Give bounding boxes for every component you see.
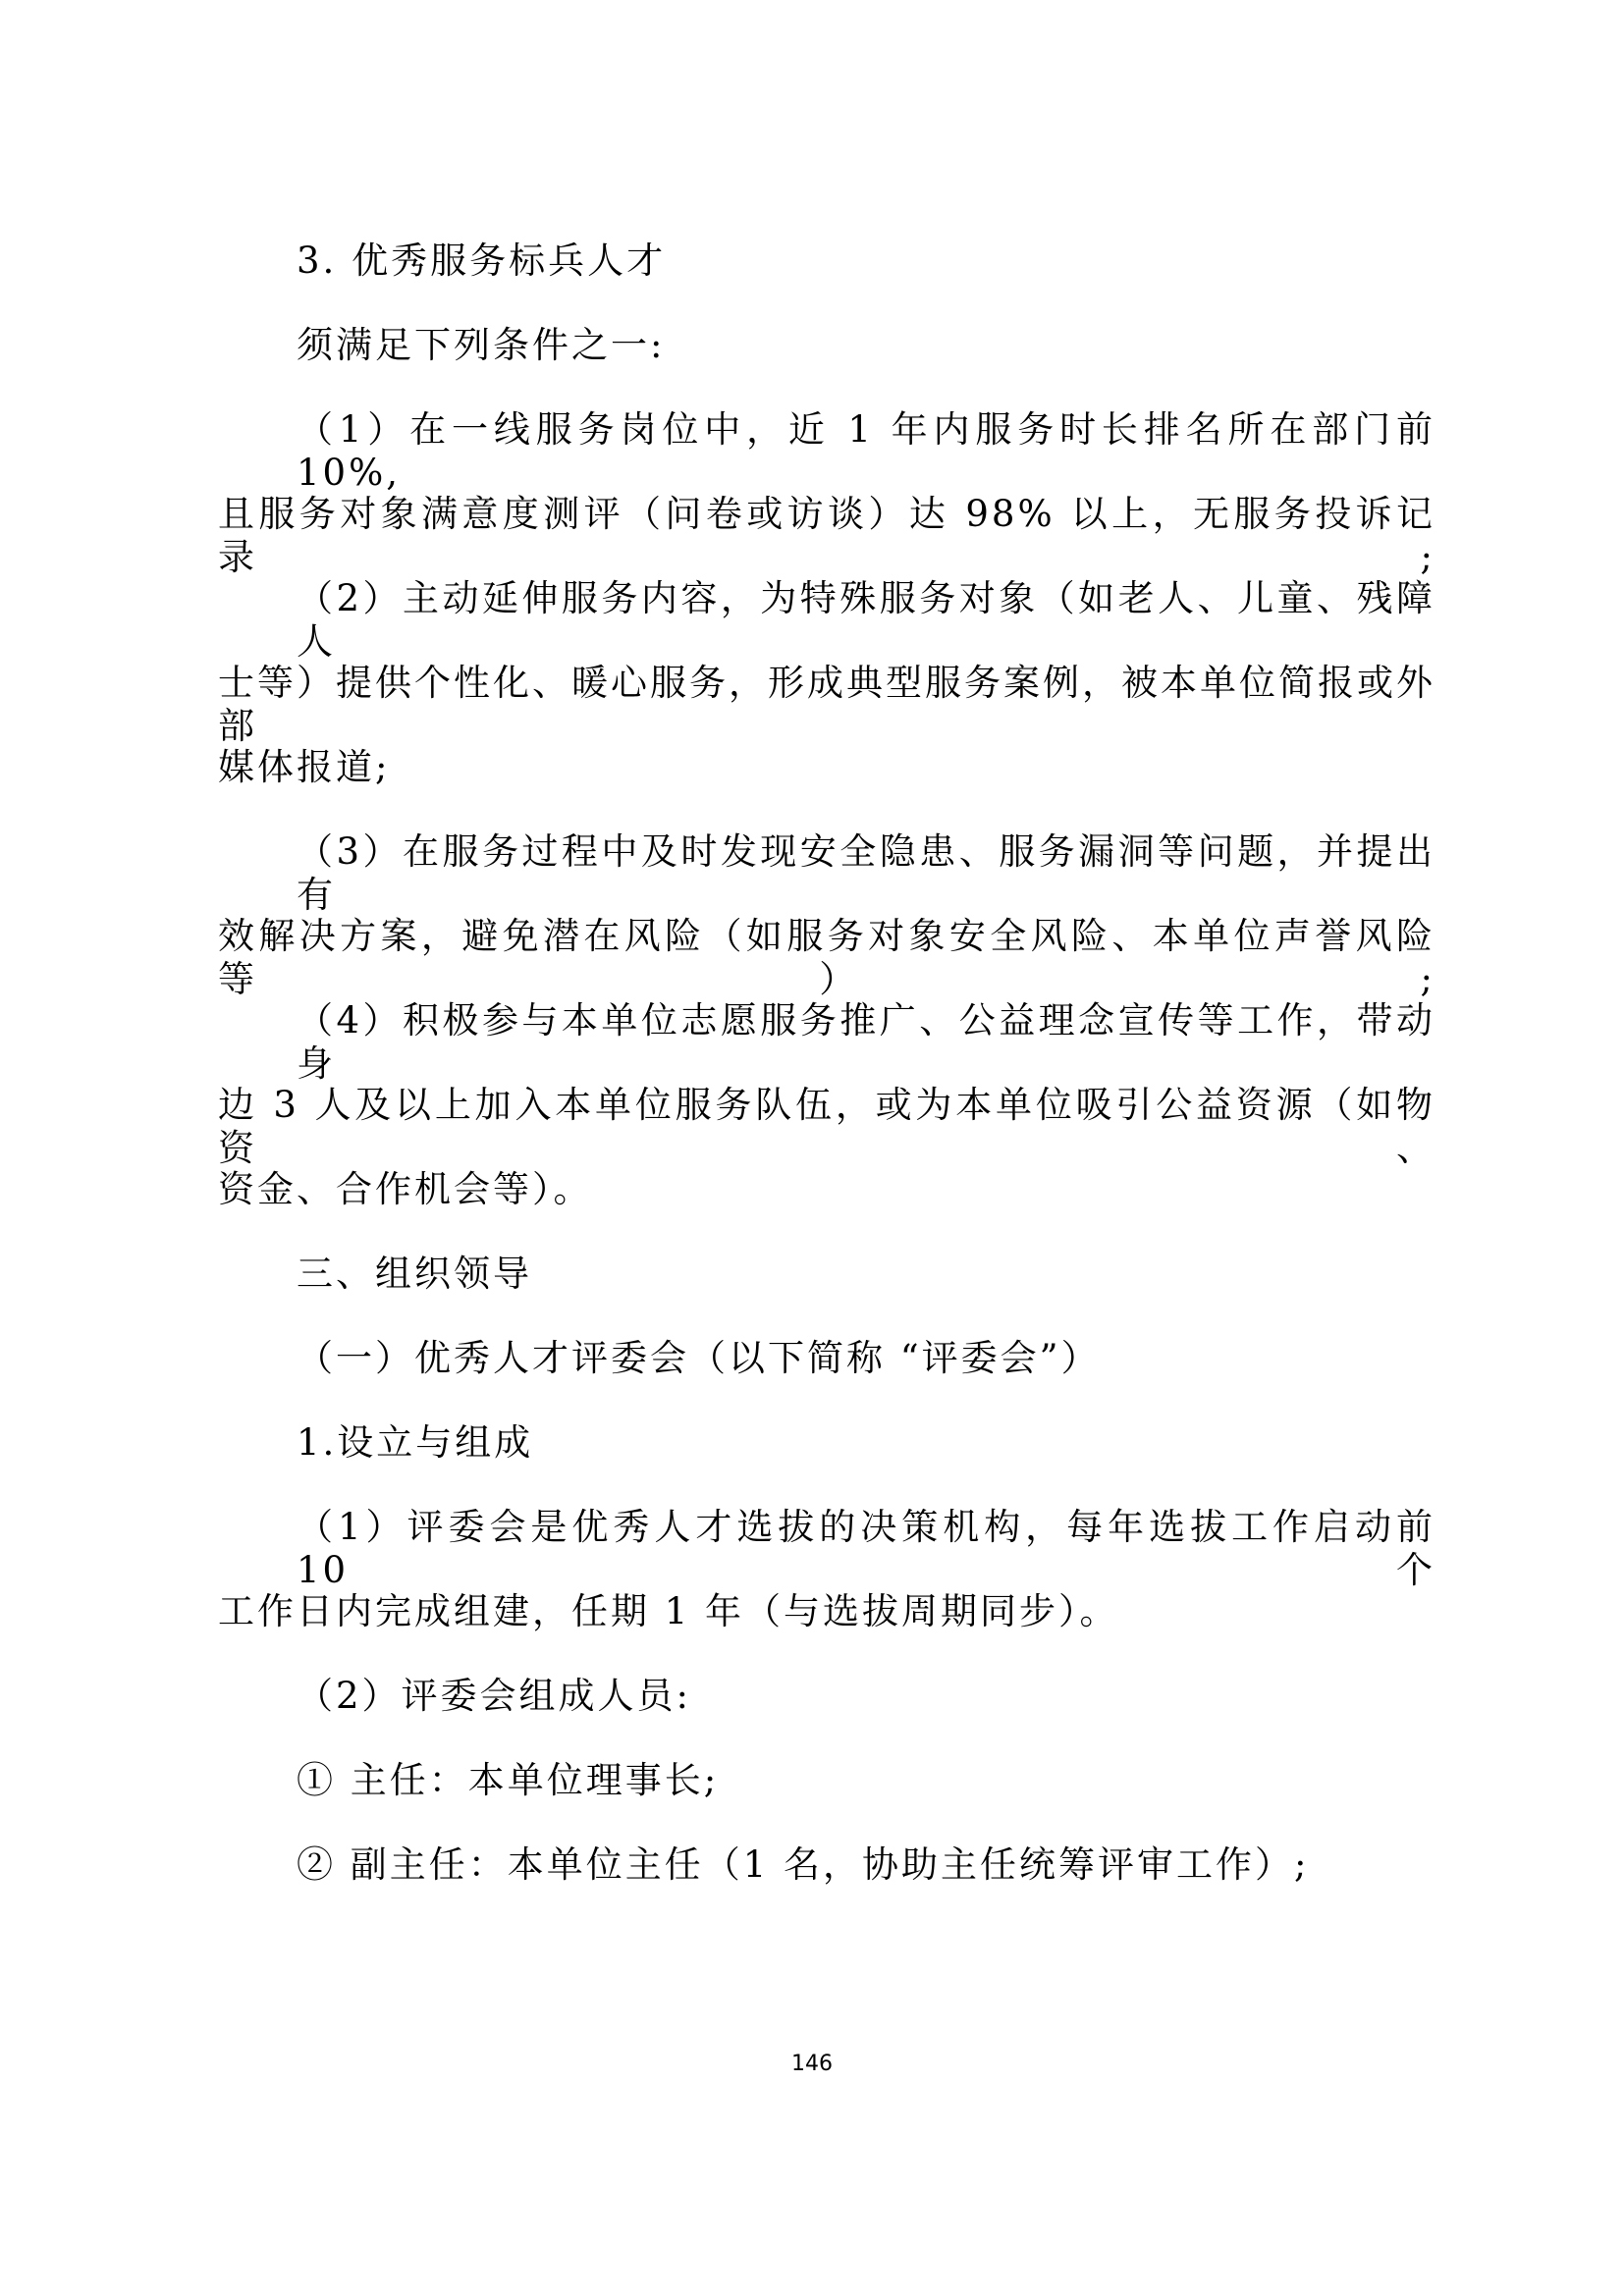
paragraph-line: （2）主动延伸服务内容，为特殊服务对象（如老人、儿童、残障人: [297, 577, 1435, 663]
paragraph-line: 工作日内完成组建，任期 1 年（与选拔周期同步）。: [218, 1590, 1119, 1632]
paragraph-line: 边 3 人及以上加入本单位服务队伍，或为本单位吸引公益资源（如物资、: [218, 1084, 1435, 1169]
list-item: ② 副主任：本单位主任（1 名，协助主任统筹评审工作）;: [297, 1843, 1310, 1886]
paragraph-line: 须满足下列条件之一:: [297, 324, 666, 366]
paragraph-line: （4）积极参与本单位志愿服务推广、公益理念宣传等工作，带动身: [297, 999, 1435, 1085]
paragraph-line: （1）评委会是优秀人才选拔的决策机构，每年选拔工作启动前 10 个: [297, 1506, 1435, 1591]
page-number: 146: [791, 2052, 833, 2076]
section-heading-organization: 三、组织领导: [297, 1253, 532, 1295]
list-item: ① 主任：本单位理事长;: [297, 1759, 720, 1801]
section-heading-service-talent: 3. 优秀服务标兵人才: [297, 240, 667, 282]
paragraph-line: 资金、合作机会等）。: [218, 1168, 593, 1210]
subsection-heading-setup: 1.设立与组成: [297, 1421, 534, 1464]
paragraph-line: 士等）提供个性化、暖心服务，形成典型服务案例，被本单位简报或外部: [218, 662, 1435, 747]
paragraph-line: （3）在服务过程中及时发现安全隐患、服务漏洞等问题，并提出有: [297, 830, 1435, 916]
paragraph-line: （1）在一线服务岗位中，近 1 年内服务时长排名所在部门前 10%,: [297, 408, 1435, 494]
paragraph-line: 且服务对象满意度测评（问卷或访谈）达 98% 以上，无服务投诉记录;: [218, 493, 1435, 578]
subsection-heading-committee: （一）优秀人才评委会（以下简称 “评委会”）: [297, 1337, 1101, 1379]
paragraph-line: 效解决方案，避免潜在风险（如服务对象安全风险、本单位声誉风险等）;: [218, 915, 1435, 1000]
paragraph-line: （2）评委会组成人员:: [297, 1675, 692, 1717]
paragraph-line: 媒体报道;: [218, 746, 391, 788]
